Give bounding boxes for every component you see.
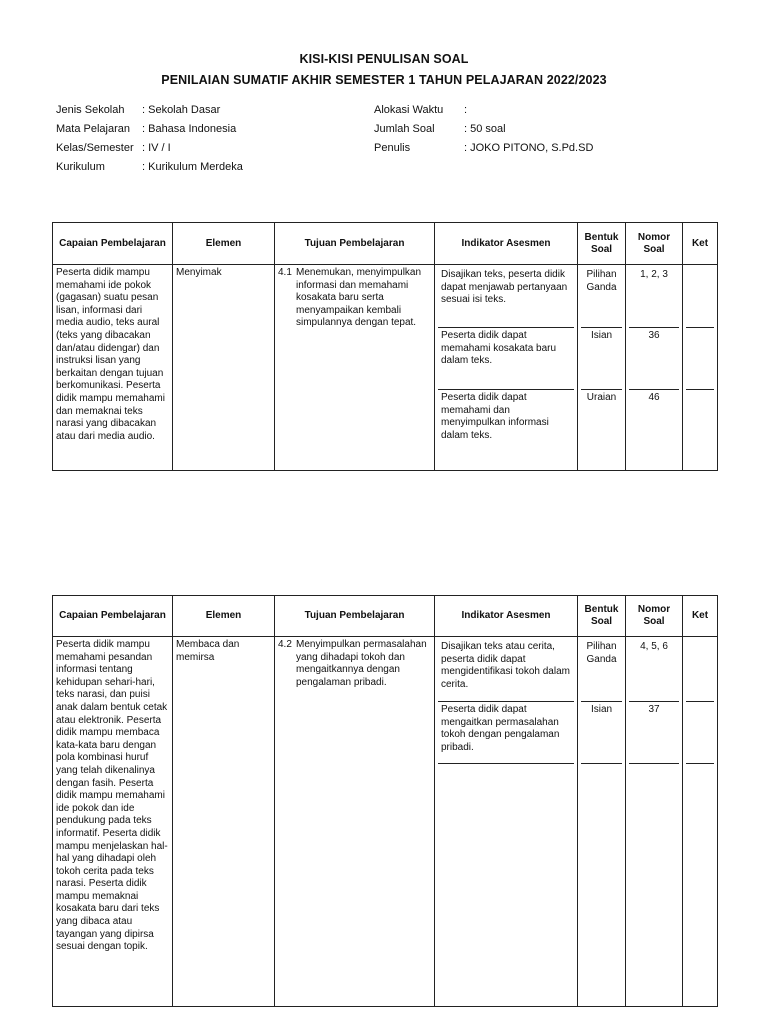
cell-elemen: Menyimak: [173, 265, 275, 471]
cell-indikator-group: [435, 637, 578, 1007]
meta-label: Alokasi Waktu: [374, 104, 444, 116]
col-header-indikator: Indikator Asesmen: [435, 223, 578, 265]
table-row: [53, 265, 718, 471]
cell-nomor: 4, 5, 6: [629, 639, 679, 702]
col-header-nomor: Nomor Soal: [626, 596, 683, 637]
cell-ket: [686, 328, 714, 390]
meta-kelas-semester: [56, 139, 243, 158]
document-subtitle: PENILAIAN SUMATIF AKHIR SEMESTER 1 TAHUN PELAJARAN 2022/2023: [161, 73, 607, 87]
tujuan-number: 4.1: [278, 267, 292, 278]
meta-jumlah-soal: [374, 120, 593, 139]
cell-tujuan: [275, 637, 435, 1007]
cell-ket-group: [683, 265, 718, 471]
cell-indikator: Disajikan teks atau cerita, peserta didik dapat mengidentifikasi tokoh dalam cerita.: [438, 639, 574, 702]
kisi-table-1: [52, 222, 718, 471]
tujuan-number: 4.2: [278, 639, 292, 650]
cell-bentuk: Isian: [581, 702, 622, 764]
cell-bentuk: Pilihan Ganda: [581, 639, 622, 702]
tujuan-text: Menyimpulkan permasalahan yang dihadapi tokoh dan mengaitkannya dengan pengalaman pribadi.: [296, 639, 427, 688]
meta-value: : Bahasa Indonesia: [142, 123, 237, 135]
meta-value: : IV / I: [142, 142, 171, 154]
meta-penulis: [374, 139, 593, 158]
col-header-elemen: Elemen: [173, 223, 275, 265]
meta-value: :: [464, 104, 468, 116]
cell-indikator: Peserta didik dapat memahami kosakata baru dalam teks.: [438, 328, 574, 390]
table-header-row: [53, 223, 718, 265]
col-header-capaian: Capaian Pembelajaran: [53, 223, 173, 265]
meta-left: [56, 101, 243, 177]
cell-elemen: Membaca dan memirsa: [173, 637, 275, 1007]
meta-label: Mata Pelajaran: [56, 123, 130, 135]
table-row: [53, 637, 718, 1007]
cell-ket: [686, 764, 714, 1004]
meta-kurikulum: [56, 158, 243, 177]
cell-bentuk: Uraian: [586, 392, 617, 403]
cell-ket: [686, 390, 714, 468]
cell-ket: [686, 267, 714, 328]
meta-jenis-sekolah: [56, 101, 243, 120]
meta-value: : JOKO PITONO, S.Pd.SD: [464, 142, 594, 154]
meta-label: Penulis: [374, 142, 411, 154]
col-header-elemen: Elemen: [173, 596, 275, 637]
tujuan-text: Menemukan, menyimpulkan informasi dan memahami kosakata baru serta menyampaikan kembali simpulannya dengan tepat.: [296, 267, 422, 329]
cell-bentuk: Isian: [581, 328, 622, 390]
table-header-row: [53, 596, 718, 637]
col-header-ket: Ket: [683, 596, 718, 637]
cell-capaian: Peserta didik mampu memahami ide pokok (gagasan) suatu pesan lisan, informasi dari media audio, teks aural (teks yang dibacakan dan/atau didengar) dan instruksi lisan yang berkaitan dengan tujuan berkomunikasi. Peserta didik mampu memahami dan memaknai teks narasi yang dibacakan atau dari media audio.: [53, 265, 173, 471]
col-header-bentuk: Bentuk Soal: [578, 596, 626, 637]
meta-value: : Sekolah Dasar: [142, 104, 221, 116]
meta-value: : 50 soal: [464, 123, 506, 135]
cell-capaian: Peserta didik mampu memahami pesandan informasi tentang kehidupan sehari-hari, teks narasi, dan puisi anak dalam bentuk cetak atau elektronik. Peserta didik mampu membaca kata-kata baru dengan pola kombinasi huruf yang telah dikenalinya dengan fasih. Peserta didik mampu memahami ide pokok dan ide pendukung pada teks informatif. Peserta didik mampu menjelaskan hal-hal yang dihadapi oleh tokoh cerita pada teks narasi. Peserta didik mampu memaknai kosakata baru dari teks yang dibaca atau tayangan yang dipirsa sesuai dengan topik.: [53, 637, 173, 1007]
document-title: KISI-KISI PENULISAN SOAL: [299, 52, 469, 66]
cell-nomor: 46: [648, 392, 660, 403]
meta-alokasi-waktu: [374, 101, 593, 120]
meta-mata-pelajaran: [56, 120, 243, 139]
meta-label: Kurikulum: [56, 161, 105, 173]
cell-ket-group: [683, 637, 718, 1007]
col-header-bentuk: Bentuk Soal: [578, 223, 626, 265]
kisi-table-2: [52, 595, 718, 1007]
cell-nomor: 36: [629, 328, 679, 390]
cell-nomor: 37: [629, 702, 679, 764]
col-header-indikator: Indikator Asesmen: [435, 596, 578, 637]
cell-bentuk-group: [578, 265, 626, 471]
col-header-ket: Ket: [683, 223, 718, 265]
meta-right: [374, 101, 593, 158]
meta-label: Jenis Sekolah: [56, 104, 125, 116]
cell-nomor: 1, 2, 3: [629, 267, 679, 328]
cell-nomor-group: [626, 265, 683, 471]
cell-ket: [686, 639, 714, 702]
cell-indikator: [438, 764, 574, 1004]
meta-label: Kelas/Semester: [56, 142, 134, 154]
cell-indikator: Peserta didik dapat memahami dan menyimpulkan informasi dalam teks.: [441, 392, 549, 441]
cell-bentuk: Pilihan Ganda: [581, 267, 622, 328]
cell-nomor: [629, 764, 679, 1004]
meta-label: Jumlah Soal: [374, 123, 435, 135]
cell-ket: [686, 702, 714, 764]
cell-nomor-group: [626, 637, 683, 1007]
col-header-tujuan: Tujuan Pembelajaran: [275, 223, 435, 265]
cell-bentuk-group: [578, 637, 626, 1007]
col-header-tujuan: Tujuan Pembelajaran: [275, 596, 435, 637]
cell-indikator: Peserta didik dapat mengaitkan permasalahan tokoh dengan pengalaman pribadi.: [438, 702, 574, 764]
meta-value: : Kurikulum Merdeka: [142, 161, 243, 173]
cell-tujuan: [275, 265, 435, 471]
col-header-capaian: Capaian Pembelajaran: [53, 596, 173, 637]
cell-indikator-group: [435, 265, 578, 471]
cell-bentuk: [581, 764, 622, 1004]
col-header-nomor: Nomor Soal: [626, 223, 683, 265]
cell-indikator: Disajikan teks, peserta didik dapat menjawab pertanyaan sesuai isi teks.: [438, 267, 574, 328]
